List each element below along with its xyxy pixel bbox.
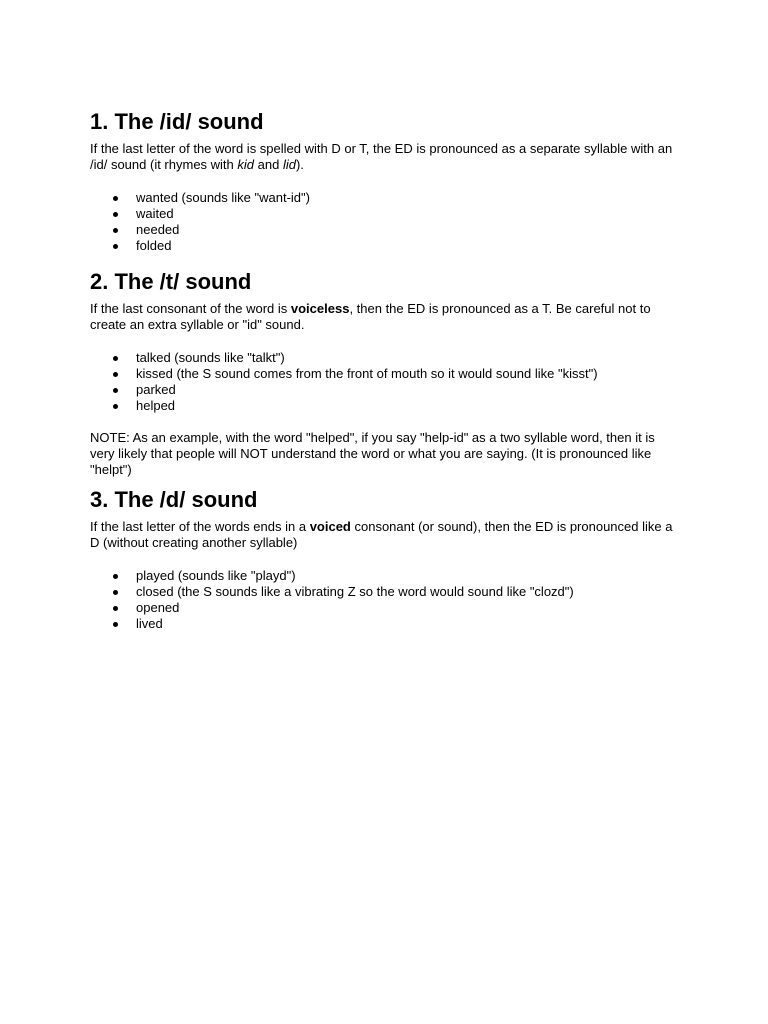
list-item-text: closed (the S sounds like a vibrating Z so the word would sound like "clozd")	[136, 584, 574, 599]
list-item	[90, 584, 680, 600]
section-t-sound	[90, 268, 680, 478]
list-item-text: parked	[136, 382, 176, 397]
bullet-list	[90, 190, 680, 254]
list-item	[90, 398, 680, 414]
list-item-text: played (sounds like "playd")	[136, 568, 296, 583]
paragraph-text: If the last letter of the word is spelled with D or T, the ED is pronounced as a separate syllable with an /id/ sound (it rhymes with	[90, 141, 673, 172]
note-paragraph: NOTE: As an example, with the word "helped", if you say "help-id" as a two syllable word, then it is very likely that people will NOT understand the word or what you are saying. (It is pronounced like "helpt")	[90, 430, 655, 477]
paragraph-text: ).	[295, 157, 304, 172]
paragraph-text: and	[254, 157, 283, 172]
section-d-sound	[90, 486, 680, 632]
list-item-text: helped	[136, 398, 176, 413]
bold-word-voiceless: voiceless	[290, 301, 350, 316]
list-item	[90, 568, 680, 584]
section-heading: 3. The /d/ sound	[90, 487, 258, 512]
spacer	[90, 414, 680, 430]
bullet-icon	[113, 622, 118, 627]
list-item	[90, 190, 680, 206]
document-page	[90, 108, 680, 632]
spacer	[90, 254, 680, 268]
bullet-icon	[113, 196, 118, 201]
paragraph-text: consonant (or sound), then the ED is pronounced like a D (without creating another syllable)	[90, 519, 673, 550]
list-item	[90, 238, 680, 254]
bullet-icon	[113, 212, 118, 217]
section-paragraph	[90, 141, 680, 173]
section-id-sound	[90, 108, 680, 254]
list-item	[90, 600, 680, 616]
bullet-icon	[113, 372, 118, 377]
bullet-icon	[113, 404, 118, 409]
section-paragraph	[90, 519, 680, 551]
paragraph-text: , then the ED is pronounced as a T. Be careful not to create an extra syllable or "id" sound.	[90, 301, 651, 332]
list-item-text: folded	[136, 238, 172, 253]
section-paragraph	[90, 301, 680, 333]
list-item-text: needed	[136, 222, 180, 237]
list-item	[90, 206, 680, 222]
paragraph-text: If the last letter of the words ends in a	[90, 519, 310, 534]
list-item-text: talked (sounds like "talkt")	[136, 350, 285, 365]
list-item-text: lived	[136, 616, 163, 631]
list-item	[90, 366, 680, 382]
list-item-text: waited	[136, 206, 174, 221]
bullet-icon	[113, 388, 118, 393]
list-item	[90, 382, 680, 398]
section-heading: 2. The /t/ sound	[90, 269, 252, 294]
bullet-icon	[113, 606, 118, 611]
list-item-text: opened	[136, 600, 180, 615]
list-item	[90, 222, 680, 238]
bullet-icon	[113, 574, 118, 579]
list-item	[90, 350, 680, 366]
section-heading: 1. The /id/ sound	[90, 109, 264, 134]
bold-word-voiced: voiced	[309, 519, 351, 534]
list-item-text: kissed (the S sound comes from the front of mouth so it would sound like "kisst")	[136, 366, 598, 381]
bullet-icon	[113, 356, 118, 361]
bullet-icon	[113, 590, 118, 595]
bullet-list	[90, 568, 680, 632]
list-item-text: wanted (sounds like "want-id")	[136, 190, 310, 205]
bullet-icon	[113, 244, 118, 249]
list-item	[90, 616, 680, 632]
spacer	[90, 478, 680, 486]
italic-word-kid: kid	[237, 157, 255, 172]
bullet-list	[90, 350, 680, 414]
bullet-icon	[113, 228, 118, 233]
italic-word-lid: lid	[282, 157, 296, 172]
paragraph-text: If the last consonant of the word is	[90, 301, 291, 316]
